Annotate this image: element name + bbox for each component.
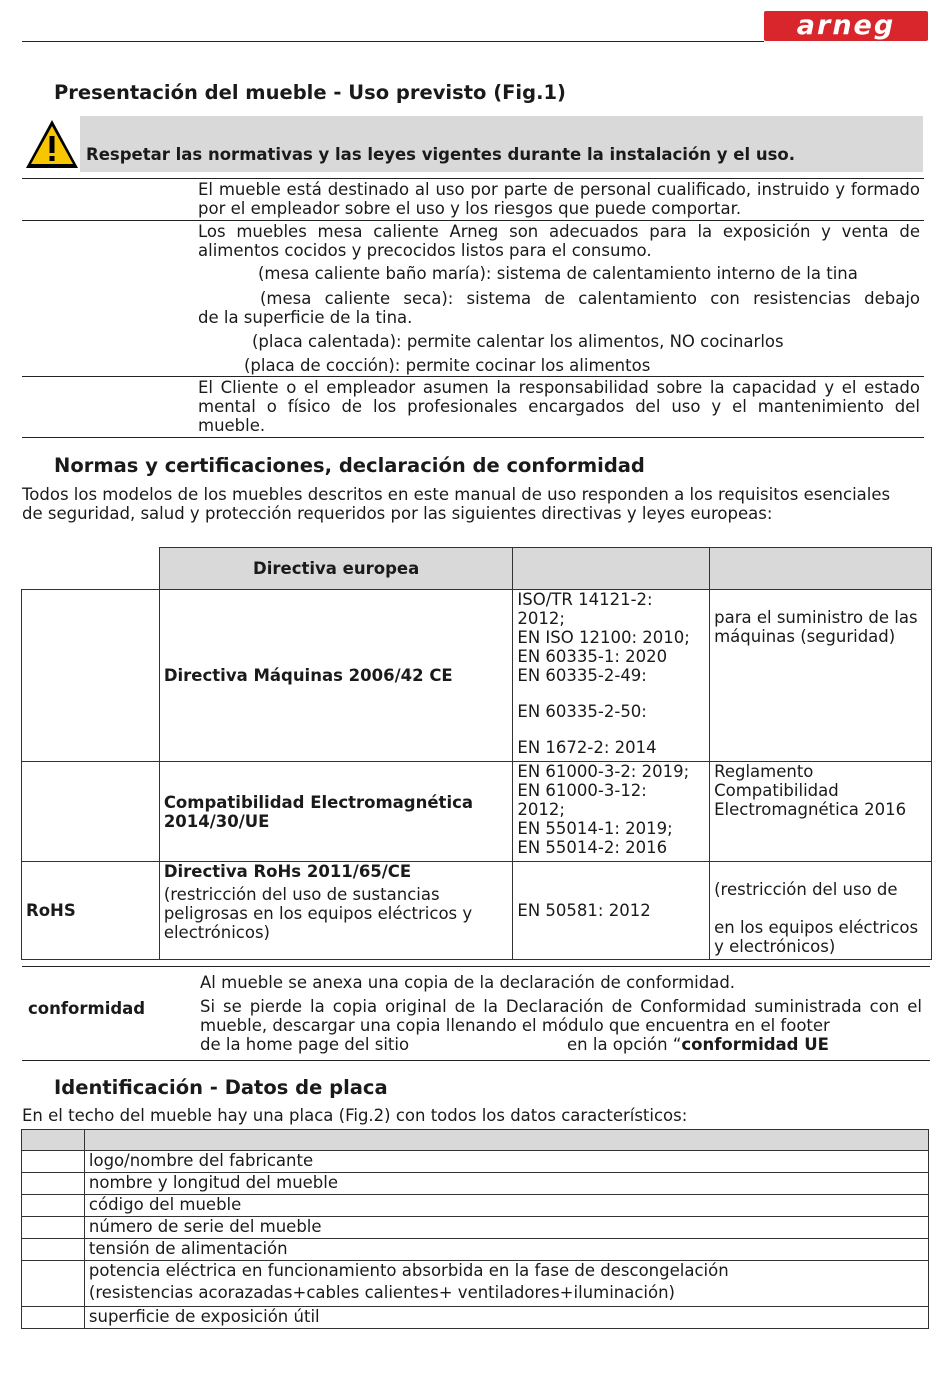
rule — [22, 966, 930, 967]
plate-row — [84, 1261, 928, 1307]
row-label-cell — [22, 590, 160, 762]
item-cooking-plate: (placa de cocción): permite cocinar los alimentos — [244, 356, 651, 375]
plate-key — [22, 1195, 85, 1217]
standard: EN 60335-2-50: — [517, 702, 647, 721]
directive-rohs: Directiva RoHs 2011/65/CE — [163, 862, 412, 881]
standard: ISO/TR 14121-2: — [517, 590, 653, 609]
standard: EN 60335-1: 2020 — [517, 647, 668, 666]
standard: EN 61000-3-2: 2019; — [517, 762, 690, 781]
standard: EN 60335-2-49: — [517, 666, 647, 685]
rohs-label: RoHS — [22, 862, 160, 960]
warning-text: Respetar las normativas y las leyes vigentes durante la instalación y el uso. — [86, 145, 796, 164]
header-blank-cell — [22, 548, 160, 590]
header-standards — [513, 548, 710, 590]
plate-row: número de serie del mueble — [84, 1217, 928, 1239]
note-rohs — [710, 862, 932, 960]
standard: EN ISO 12100: 2010; — [517, 628, 690, 647]
plate-row: tensión de alimentación — [84, 1239, 928, 1261]
note-machines: para el suministro de las máquinas (seguridad) — [710, 590, 932, 762]
plate-key — [22, 1151, 85, 1173]
rule — [22, 220, 924, 221]
item-dry-table-cont: de la superficie de la tina. — [198, 308, 413, 327]
standard: EN 55014-2: 2016 — [517, 838, 668, 857]
directive-emc: Compatibilidad Electromagnética 2014/30/UE — [159, 762, 513, 862]
section-title-identification: Identificación - Datos de placa — [54, 1076, 388, 1099]
plate-header-col1 — [22, 1130, 85, 1151]
standard: EN 1672-2: 2014 — [517, 738, 657, 757]
plate-key — [22, 1173, 85, 1195]
directive-machines: Directiva Máquinas 2006/42 CE — [159, 590, 513, 762]
item-dry-table: (mesa caliente seca): sistema de calentamiento con resistencias debajo — [260, 289, 920, 308]
paragraph-intended-use: El mueble está destinado al uso por parte de personal cualificado, instruido y formado por el empleador sobre el uso y los riesgos que puede comportar. — [198, 180, 920, 218]
item-bain-marie: (mesa caliente baño maría): sistema de calentamiento interno de la tina — [258, 264, 858, 283]
note-emc: Reglamento Compatibilidad Electromagnética 2016 — [710, 762, 932, 862]
warning-icon — [24, 118, 80, 170]
rule — [22, 178, 924, 179]
item-heated-plate: (placa calentada): permite calentar los alimentos, NO cocinarlos — [252, 332, 784, 351]
plate-data-table — [21, 1129, 929, 1329]
note-line: (restricción del uso de — [714, 880, 898, 899]
paragraph-responsibility: El Cliente o el empleador asumen la responsabilidad sobre la capacidad y el estado mental o físico de los profesionales encargados del uso y el mantenimiento del mueble. — [198, 378, 920, 435]
directive-rohs-cell — [159, 862, 513, 960]
plate-row-line: potencia eléctrica en funcionamiento absorbida en la fase de descongelación — [88, 1261, 729, 1280]
conformity-option — [567, 1035, 829, 1054]
rule — [22, 1060, 930, 1061]
row-label-cell — [22, 762, 160, 862]
standard: EN 55014-1: 2019; — [517, 819, 673, 838]
standard-rohs: EN 50581: 2012 — [513, 862, 710, 960]
identification-intro: En el techo del mueble hay una placa (Fig.2) con todos los datos característicos: — [22, 1106, 688, 1125]
standards-emc — [513, 762, 710, 862]
option-link-text: conformidad UE — [681, 1035, 829, 1054]
plate-row: superficie de exposición útil — [84, 1307, 928, 1329]
note-line: en los equipos eléctricos y electrónicos) — [714, 918, 919, 956]
paragraph-hot-tables: Los muebles mesa caliente Arneg son adecuados para la exposición y venta de alimentos cocidos y precocidos listos para el consumo. — [198, 222, 920, 260]
standard: 2012; — [517, 609, 565, 628]
section-title-norms: Normas y certificaciones, declaración de conformidad — [54, 454, 645, 477]
norms-intro: Todos los modelos de los muebles descritos en este manual de uso responden a los requisitos esenciales de seguridad, salud y protección requeridos por las siguientes directivas y leyes europeas: — [22, 485, 891, 523]
conformity-label: conformidad — [28, 999, 146, 1018]
plate-row: nombre y longitud del mueble — [84, 1173, 928, 1195]
directives-table — [21, 547, 932, 960]
plate-key — [22, 1217, 85, 1239]
conformity-p2: Si se pierde la copia original de la Declaración de Conformidad suministrada con el mueble, descargar una copia llenando el módulo que encuentra en el footer — [200, 997, 922, 1035]
plate-header-col2 — [84, 1130, 928, 1151]
plate-key — [22, 1261, 85, 1307]
plate-row-line: (resistencias acorazadas+cables calientes+ ventiladores+iluminación) — [88, 1283, 675, 1302]
plate-row: código del mueble — [84, 1195, 928, 1217]
standards-machines — [513, 590, 710, 762]
option-text: en la opción “ — [567, 1035, 682, 1054]
conformity-site: de la home page del sitio — [200, 1035, 410, 1054]
plate-key — [22, 1239, 85, 1261]
directive-rohs-desc: (restricción del uso de sustancias peligrosas en los equipos eléctricos y electrónicos) — [163, 885, 473, 942]
section-title-presentation: Presentación del mueble - Uso previsto (Fig.1) — [54, 81, 566, 104]
arneg-logo: arneg — [764, 11, 928, 41]
plate-key — [22, 1307, 85, 1329]
rule — [22, 376, 924, 377]
header-notes — [710, 548, 932, 590]
conformity-p1: Al mueble se anexa una copia de la declaración de conformidad. — [200, 973, 736, 992]
header-rule — [22, 41, 764, 42]
standard: 2012; — [517, 800, 565, 819]
plate-row: logo/nombre del fabricante — [84, 1151, 928, 1173]
header-directive: Directiva europea — [159, 548, 513, 590]
rule — [22, 437, 924, 438]
standard: EN 61000-3-12: — [517, 781, 647, 800]
